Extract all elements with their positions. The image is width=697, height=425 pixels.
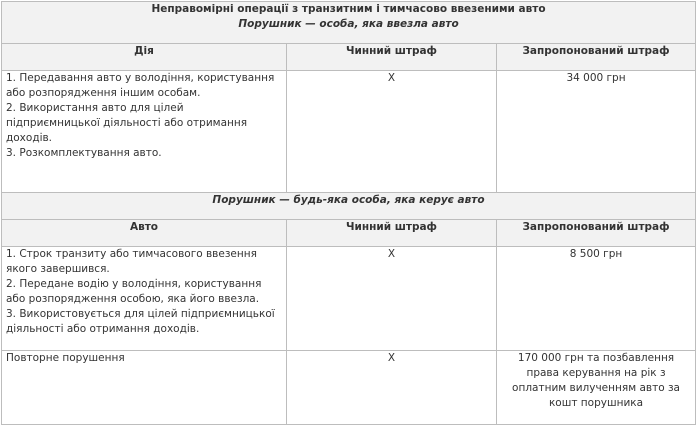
proposed-line: права керування на рік з (526, 367, 666, 379)
current-fine-cell: Х (287, 71, 497, 193)
vehicle-cell (2, 247, 287, 351)
fines-table (1, 1, 696, 425)
table-title-cell (2, 2, 696, 44)
vehicle-cell (2, 351, 287, 425)
current-fine-cell: Х (287, 351, 497, 425)
proposed-fine-cell (497, 351, 696, 425)
action-line: 2. Використання авто для цілей (6, 102, 184, 114)
vehicle-line: 2. Передане водію у володіння, користування (6, 278, 262, 290)
action-line: 1. Передавання авто у володіння, користування (6, 72, 275, 84)
column-header-proposed-fine: Запропонований штраф (497, 44, 696, 71)
vehicle-line: Повторне порушення (6, 352, 125, 364)
column-header-current-fine: Чинний штраф (287, 220, 497, 247)
action-cell (2, 71, 287, 193)
section1-header-row (2, 44, 696, 71)
vehicle-line: 3. Використовується для цілей підприємницької (6, 308, 275, 320)
table-title: Неправомірні операції з транзитним і тимчасово ввезеними авто (151, 3, 546, 15)
proposed-fine-cell: 34 000 грн (497, 71, 696, 193)
column-header-vehicle: Авто (2, 220, 287, 247)
action-line: або розпорядження іншим особам. (6, 87, 201, 99)
table-row (2, 71, 696, 193)
proposed-line: кошт порушника (548, 397, 644, 409)
section2-header-row (2, 220, 696, 247)
proposed-line: оплатним вилученням авто за (512, 382, 680, 394)
table-title-row (2, 2, 696, 44)
vehicle-line: діяльності або отримання доходів. (6, 323, 200, 335)
table-row (2, 351, 696, 425)
vehicle-line: якого завершився. (6, 263, 110, 275)
vehicle-line: або розпорядження особою, яка його ввезла. (6, 293, 260, 305)
column-header-action: Дія (2, 44, 287, 71)
column-header-proposed-fine: Запропонований штраф (497, 220, 696, 247)
section1-subtitle: Порушник — особа, яка ввезла авто (238, 18, 459, 30)
proposed-fine-cell: 8 500 грн (497, 247, 696, 351)
action-line: доходів. (6, 132, 53, 144)
section2-subtitle-row (2, 193, 696, 220)
action-line: підприємницької діяльності або отримання (6, 117, 248, 129)
current-fine-cell: Х (287, 247, 497, 351)
table-row (2, 247, 696, 351)
vehicle-line: 1. Строк транзиту або тимчасового ввезення (6, 248, 257, 260)
section2-subtitle: Порушник — будь-яка особа, яка керує авто (2, 193, 696, 220)
column-header-current-fine: Чинний штраф (287, 44, 497, 71)
proposed-line: 170 000 грн та позбавлення (517, 352, 675, 364)
action-line: 3. Розкомплектування авто. (6, 147, 162, 159)
